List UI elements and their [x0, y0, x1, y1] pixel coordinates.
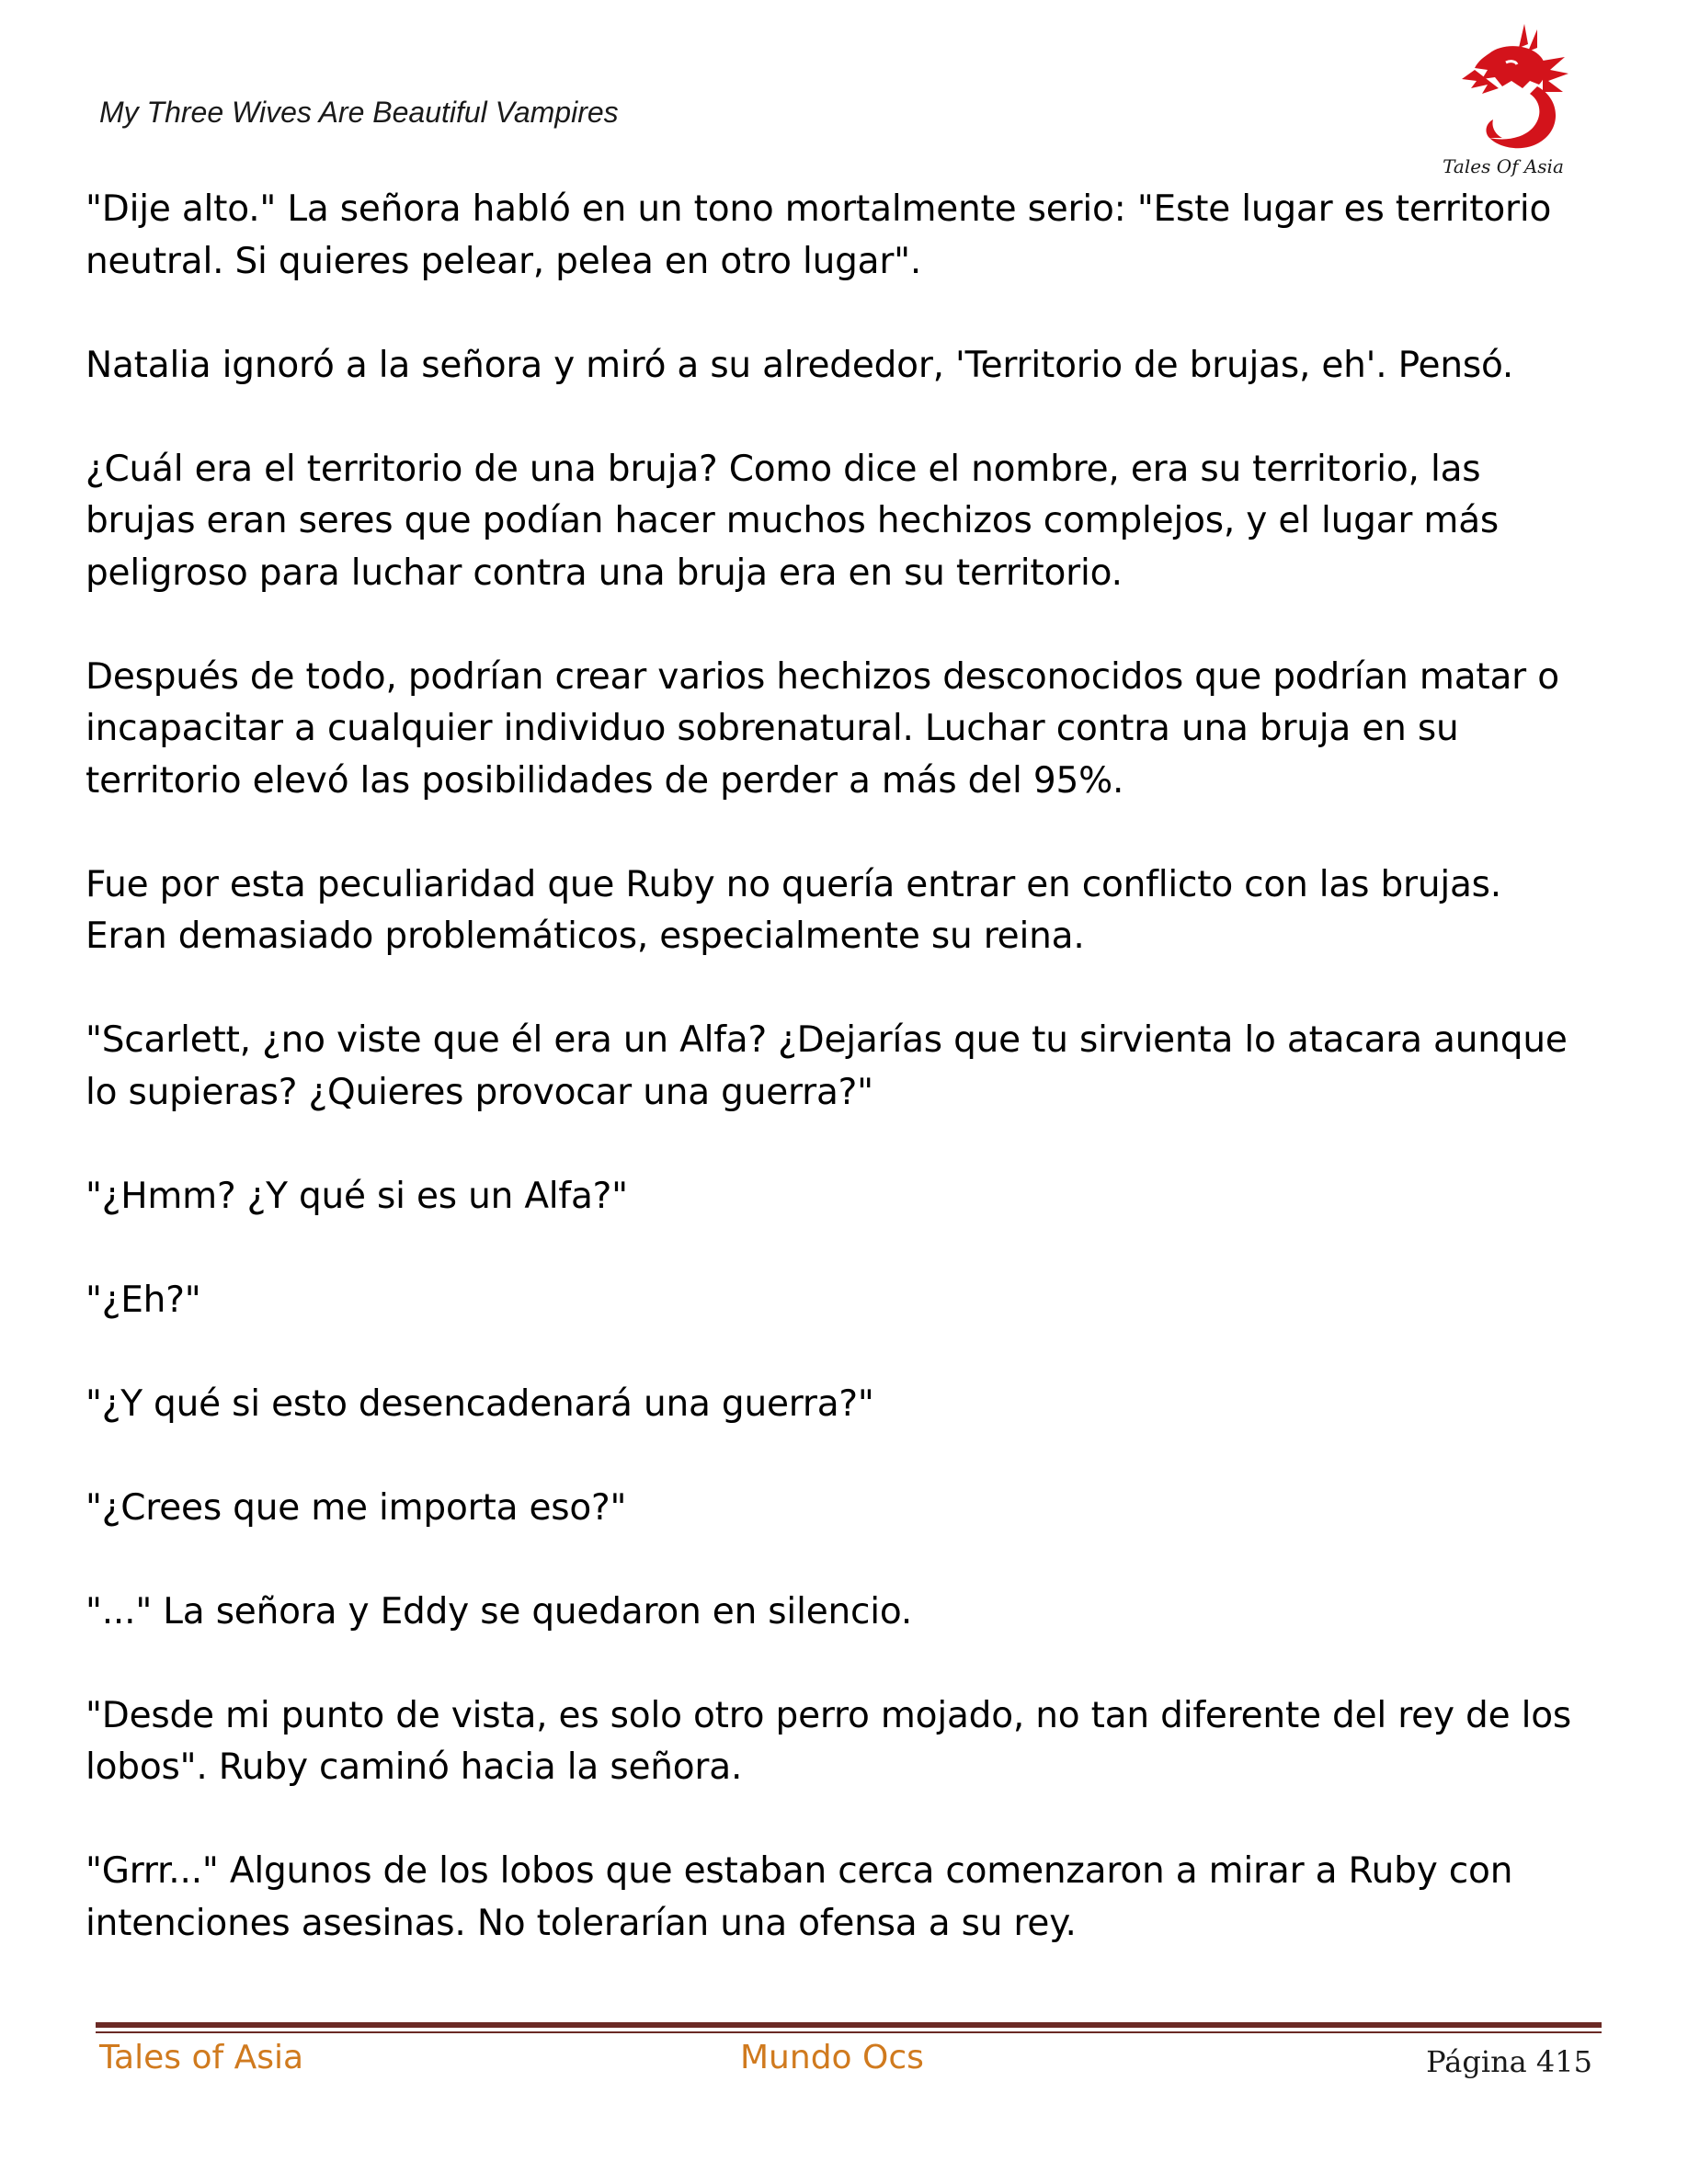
footer-translator: Mundo Ocs: [740, 2039, 924, 2076]
paragraph-spacer: [86, 599, 1593, 652]
paragraph: "¿Hmm? ¿Y qué si es un Alfa?": [86, 1175, 628, 1217]
paragraph: Natalia ignoró a la señora y miró a su alrededor, 'Territorio de brujas, eh'. Pensó.: [86, 344, 1514, 386]
paragraph-spacer: [86, 1794, 1593, 1847]
paragraph: "¿Y qué si esto desencadenará una guerra?": [86, 1382, 874, 1425]
paragraph-spacer: [86, 963, 1593, 1016]
paragraph: "¿Eh?": [86, 1279, 201, 1321]
paragraph: "¿Crees que me importa eso?": [86, 1486, 627, 1529]
paragraph-spacer: [86, 392, 1593, 444]
paragraph-spacer: [86, 1638, 1593, 1690]
paragraph: "Dije alto." La señora habló en un tono mortalmente serio: "Este lugar es territorio neutral. Si quieres pelear, pelea en otro lugar".: [86, 188, 1552, 282]
chapter-body: [86, 184, 1593, 1950]
paragraph: "Scarlett, ¿no viste que él era un Alfa? ¿Dejarías que tu sirvienta lo atacara aunque lo supieras? ¿Quieres provocar una guerra?": [86, 1019, 1568, 1113]
paragraph: "..." La señora y Eddy se quedaron en silencio.: [86, 1590, 913, 1632]
paragraph-spacer: [86, 1326, 1593, 1379]
footer-divider-thin: [96, 2031, 1602, 2033]
paragraph-spacer: [86, 288, 1593, 340]
book-title: My Three Wives Are Beautiful Vampires: [99, 96, 619, 129]
logo-text: Tales Of Asia: [1443, 155, 1564, 177]
paragraph-spacer: [86, 807, 1593, 859]
paragraph: ¿Cuál era el territorio de una bruja? Como dice el nombre, era su territorio, las brujas eran seres que podían hacer muchos hechizos complejos, y el lugar más peligroso para luchar contra una bruja era en su territorio.: [86, 448, 1500, 594]
paragraph-spacer: [86, 1119, 1593, 1171]
page-number: Página 415: [1426, 2044, 1592, 2079]
paragraph: Fue por esta peculiaridad que Ruby no quería entrar en conflicto con las brujas. Eran demasiado problemáticos, especialmente su reina.: [86, 863, 1502, 957]
footer-divider: [96, 2022, 1602, 2028]
tales-of-asia-dragon-logo: [1434, 20, 1572, 182]
paragraph-spacer: [86, 1223, 1593, 1275]
paragraph-spacer: [86, 1430, 1593, 1483]
paragraph-spacer: [86, 1534, 1593, 1587]
paragraph: "Desde mi punto de vista, es solo otro perro mojado, no tan diferente del rey de los lobos". Ruby caminó hacia la señora.: [86, 1694, 1572, 1788]
paragraph: Después de todo, podrían crear varios hechizos desconocidos que podrían matar o incapacitar a cualquier individuo sobrenatural. Luchar contra una bruja en su territorio elevó las posibilidades de perder a más del 95%.: [86, 655, 1559, 802]
footer-publisher: Tales of Asia: [99, 2039, 304, 2076]
paragraph: "Grrr..." Algunos de los lobos que estaban cerca comenzaron a mirar a Ruby con intenciones asesinas. No tolerarían una ofensa a su rey.: [86, 1850, 1513, 1944]
